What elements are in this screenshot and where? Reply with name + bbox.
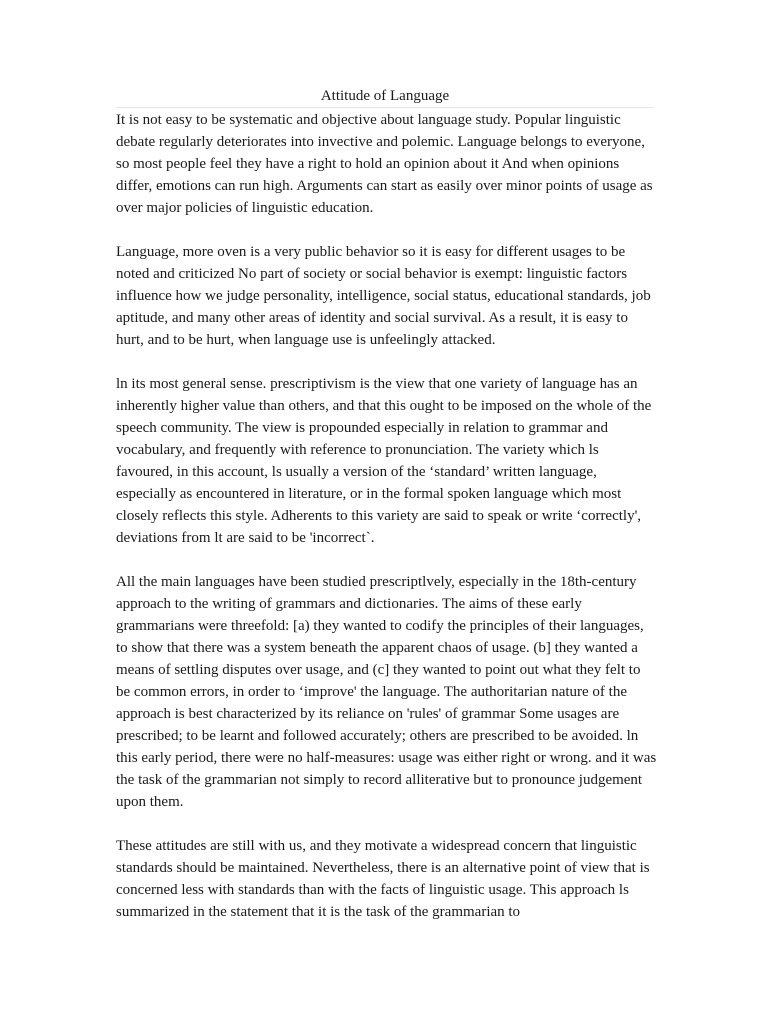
document-body bbox=[116, 109, 658, 945]
title-divider bbox=[116, 107, 654, 108]
document-title: Attitude of Language bbox=[320, 88, 450, 104]
paragraph-3: ln its most general sense. prescriptivism is the view that one variety of language has an inherently higher value than others, and that this ought to be imposed on the whole of the speech community. The view is propounded especially in relation to grammar and vocabulary, and frequently with reference to pronunciation. The variety which ls favoured, in this account, ls usually a version of the ‘standard’ written language, especially as encountered in literature, or in the formal spoken language which most closely reflects this style. Adherents to this variety are said to speak or write ‘correctly', deviations from lt are said to be 'incorrect`. bbox=[116, 376, 652, 546]
paragraph-5: These attitudes are still with us, and they motivate a widespread concern that linguistic standards should be maintained. Nevertheless, there is an alternative point of view that is concerned less with standards than with the facts of linguistic usage. This approach ls summarized in the statement that it is the task of the grammarian to bbox=[116, 838, 650, 920]
paragraph-4: All the main languages have been studied prescriptlvely, especially in the 18th-century approach to the writing of grammars and dictionaries. The aims of these early grammarians were threefold: [a) they wanted to codify the principles of their languages, to show that there was a system beneath the apparent chaos of usage. (b] they wanted a means of settling disputes over usage, and (c] they wanted to point out what they felt to be common errors, in order to ‘improve' the language. The authoritarian nature of the approach is best characterized by its reliance on 'rules' of grammar Some usages are prescribed; to be learnt and followed accurately; others are prescribed to be avoided. ln this early period, there were no half-measures: usage was either right or wrong. and it was the task of the grammarian not simply to record alliterative but to pronounce judgement upon them. bbox=[116, 574, 657, 810]
paragraph-1: It is not easy to be systematic and objective about language study. Popular linguistic debate regularly deteriorates into invective and polemic. Language belongs to everyone, so most people feel they have a right to hold an opinion about it And when opinions differ, emotions can run high. Arguments can start as easily over minor points of usage as over major policies of linguistic education. bbox=[116, 112, 653, 216]
paragraph-2: Language, more oven is a very public behavior so it is easy for different usages to be noted and criticized No part of society or social behavior is exempt: linguistic factors influence how we judge personality, intelligence, social status, educational standards, job aptitude, and many other areas of identity and social survival. As a result, it is easy to hurt, and to be hurt, when language use is unfeelingly attacked. bbox=[116, 244, 651, 348]
